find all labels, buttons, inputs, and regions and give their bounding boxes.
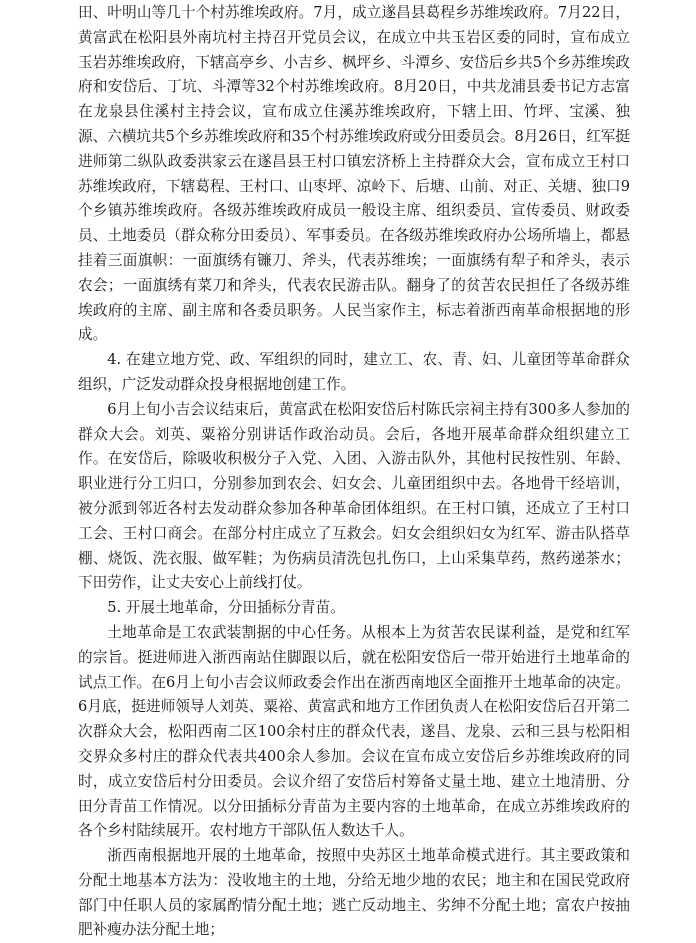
- paragraph-land-policy: 浙西南根据地开展的土地革命，按照中央苏区土地革命模式进行。其主要政策和分配土地基本方法为：没收地主的土地，分给无地少地的农民；地主和在国民党政府部门中任职人员的家属酌情分配土地；逃亡反动地主、劣绅不分配土地；富农户按抽肥补瘦办法分配土地；: [78, 847, 630, 939]
- heading-land-revolution: 5. 开展土地革命，分田插标分青苗。: [107, 599, 345, 617]
- paragraph-land-revolution: 土地革命是工农武装割据的中心任务。从根本上为贫苦农民谋利益，是党和红军的宗旨。挺进师进入浙西南站住脚跟以后，就在松阳安岱后一带开始进行土地革命的试点工作。在6月上旬小吉会议师政委会作出在浙西南地区全面推开土地革命的决定。6月底，挺进师领导人刘英、粟裕、黄富武和地方工作团负责人在松阳安岱后召开第二次群众大会，松阳西南二区100余村庄的群众代表，遂昌、龙泉、云和三县与松阳相交界众多村庄的群众代表共400余人参加。会议在宣布成立安岱后乡苏维埃政府的同时，成立安岱后村分田委员。会议介绍了安岱后村筹备丈量土地、建立土地清册、分田分青苗工作情况。以分田插标分青苗为主要内容的土地革命，在成立苏维埃政府的各个乡村陆续展开。农村地方干部队伍人数达千人。: [78, 623, 630, 840]
- heading-mass-organizations: 4. 在建立地方党、政、军组织的同时，建立工、农、青、妇、儿童团等革命群众组织，广泛发动群众投身根据地创建工作。: [78, 351, 630, 393]
- paragraph-mass-organizations: 6月上旬小吉会议结束后，黄富武在松阳安岱后村陈氏宗祠主持有300多人参加的群众大会。刘英、粟裕分别讲话作政治动员。会后，各地开展革命群众组织建立工作。在安岱后，除吸收积极分子入党、入团、入游击队外，其他村民按性别、年龄、职业进行分工归口，分别参加到农会、妇女会、儿童团组织中去。各地骨干经培训，被分派到邻近各村去发动群众参加各种革命团体组织。在王村口镇，还成立了王村口工会、王村口商会。在部分村庄成立了互救会。妇女会组织妇女为红军、游击队搭草棚、烧饭、洗衣服、做军鞋；为伤病员清洗包扎伤口，上山采集草药，熬药递茶水；下田劳作，让丈夫安心上前线打仗。: [78, 400, 630, 592]
- paragraph-soviet-governments: 田、叶明山等几十个村苏维埃政府。7月，成立遂昌县葛程乡苏维埃政府。7月22日，黄富武在松阳县外南坑村主持召开党员会议，在成立中共玉岩区委的同时，宣布成立玉岩苏维埃政府，下辖高亭乡、小吉乡、枫坪乡、斗潭乡、安岱后乡共5个乡苏维埃政府和安岱后、丁坑、斗潭等32个村苏维埃政府。8月20日，中共龙浦县委书记方志富在龙泉县住溪村主持会议，宣布成立住溪苏维埃政府，下辖上田、竹坪、宝溪、独源、六横坑共5个乡苏维埃政府和35个村苏维埃政府或分田委员会。8月26日，红军挺进师第二纵队政委洪家云在遂昌县王村口镇宏济桥上主持群众大会，宣布成立王村口苏维埃政府，下辖葛程、王村口、山枣坪、凉岭下、后塘、山前、对正、关塘、独口9个乡镇苏维埃政府。各级苏维埃政府成员一般设主席、组织委员、宣传委员、财政委员、土地委员（群众称分田委员）、军事委员。在各级苏维埃政府办公场所墙上，都悬挂着三面旗帜：一面旗绣有镰刀、斧头，代表苏维埃；一面旗绣有犁子和斧头，表示农会；一面旗绣有菜刀和斧头，代表农民游击队。翻身了的贫苦农民担任了各级苏维埃政府的主席、副主席和各委员职务。人民当家作主，标志着浙西南革命根据地的形成。: [78, 4, 630, 344]
